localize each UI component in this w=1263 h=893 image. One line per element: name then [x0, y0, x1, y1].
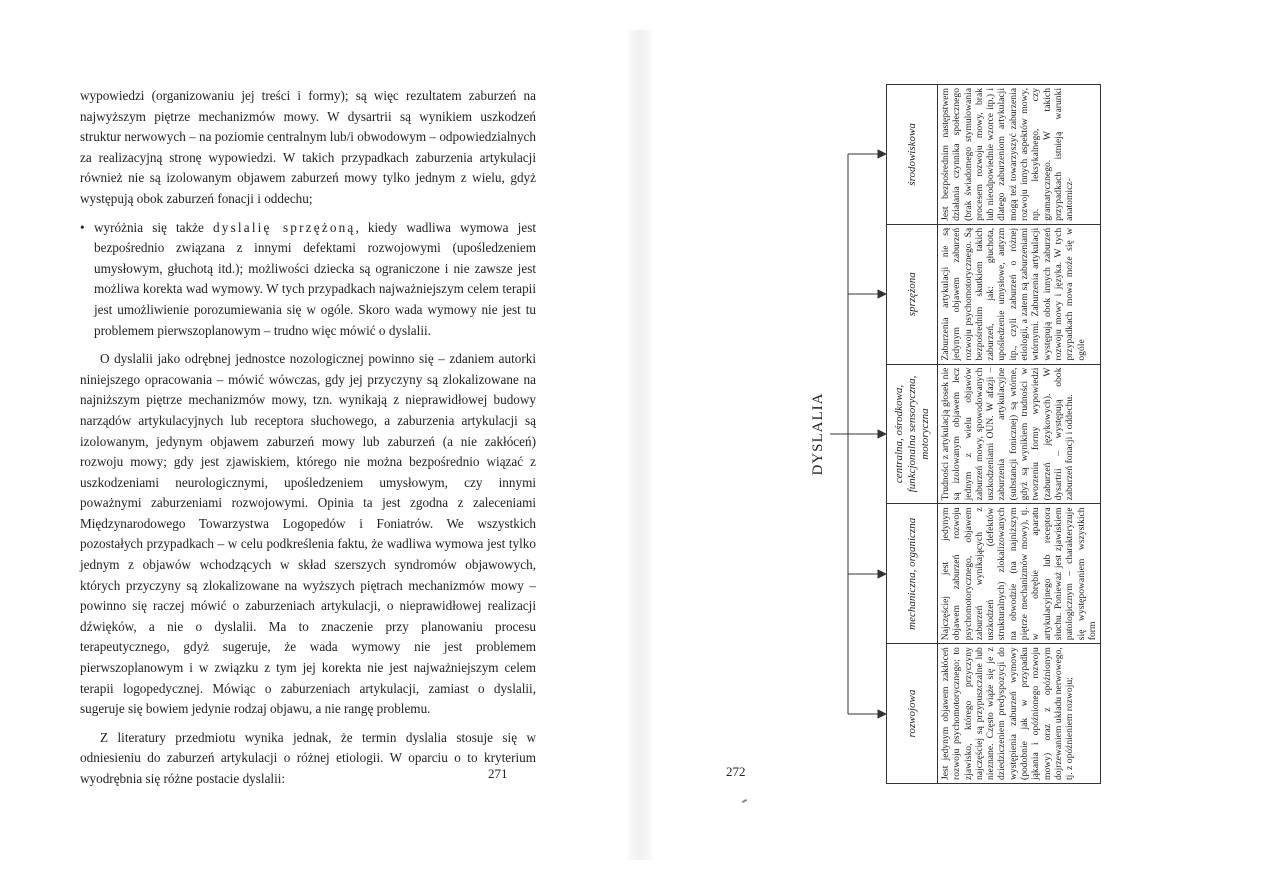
book-gutter	[628, 30, 652, 860]
bullet-icon: •	[80, 219, 85, 235]
right-page	[660, 40, 1240, 852]
header-centralna: centralna, ośrodkowa, funkcjonalna sensoryczna, motoryczna	[887, 364, 938, 504]
header-mechaniczna: mechaniczna, organiczna	[887, 504, 938, 644]
cell-srodowiskowa: Jest bezpośrednim następstwem działania czynnika społecznego (brak świadomego stymulowania procesem rozwoju mowy, brak lub nieodpowiednie wzorce itp.) i dlatego zaburzeniom artykulacji mogą też towarzyszyć zaburzenia rozwoju innych aspektów mowy, np. leksykalnego, czy gramatycznego. W takich przypadkach istnieją warunki anatomicz-	[938, 85, 1101, 225]
dyslalia-types-table	[886, 84, 1101, 784]
scan-speck	[742, 799, 747, 803]
bullet-lead: wyróżnia się także	[94, 219, 204, 235]
header-srodowiskowa: środowiskowa	[887, 85, 938, 225]
diagram-title: DYSLALIA	[810, 392, 826, 476]
page-number-271: 271	[488, 766, 508, 781]
header-sprzezona: sprzężona	[887, 224, 938, 364]
paragraph-1: wypowiedzi (organizowaniu jej treści i formy); są więc rezultatem zaburzeń na najwyższym piętrze mechanizmów mowy. W dysartrii są wynikiem uszkodzeń struktur nerwowych – na poziomie centralnym lub/i obwodowym – odpowiedzialnych za realizacyjną stronę wypowiedzi. W takich przypadkach zaburzenia artykulacji również nie są izolowanym objawem zaburzeń mowy tylko jednym z wielu, gdyż występują obok zaburzeń fonacji i oddechu;	[80, 88, 536, 206]
paragraph-3: Z literatury przedmiotu wynika jednak, że termin dyslalia stosuje się w odniesieniu do zaburzeń artykulacji o różnej etiologii. W oparciu o to kryterium wyodrębnia się różne postacie dyslalii:	[80, 729, 536, 786]
cell-centralna: Trudności z artykulacją głosek nie są izolowanym objawem lecz jednym z wielu objawów zaburzeń mowy, spowodowanych uszkodzeniami OUN. W afazji – zaburzenia artykulacyjne (substancji fonicznej) są wtórne, gdyż są wynikiem trudności w tworzeniu formy wypowiedzi (zaburzeń językowych). W dysartrii – występują obok zaburzeń fonacji i oddechu.	[938, 364, 1101, 504]
cell-rozwojowa: Jest jedynym objawem zakłóceń rozwoju psychomotorycznego; to zjawisko, którego przyczyny najczęściej są przypuszczalne lub nieznane. Często wiąże się je z dziedziczeniem predyspozycji do występienia zaburzeń wymowy (podobnie jak w przypadku jąkania i opóźnionego rozwoju mowy) oraz z opóźnionym dojrzewaniem układu nerwowego, tj. z opóźnieniem rozwoju;	[938, 644, 1101, 784]
page-number-272: 272	[726, 764, 746, 779]
header-rozwojowa: rozwojowa	[887, 644, 938, 784]
left-page-text	[80, 86, 536, 798]
bullet-term: dyslalię sprzężoną	[212, 219, 356, 235]
dyslalia-diagram	[796, 84, 1101, 784]
left-page	[28, 40, 618, 852]
table-header-row	[887, 85, 938, 784]
table-row	[938, 85, 1101, 784]
bullet-item-dyslalia-sprzezona	[80, 218, 536, 342]
bullet-rest: , kiedy wadliwa wymowa jest bezpośrednio związana z innymi defektami rozwojowymi (upośledzeniem umysłowym, głuchotą itd.); możliwości dziecka są ograniczone i nie zawsze jest możliwa korekta wad wymowy. W tych przypadkach najważniejszym celem terapii jest umożliwienie porozumiewania się w ogóle. Skoro wada wymowy nie jest tu problemem pierwszoplanowym – trudno więc mówić o dyslalii.	[94, 219, 536, 338]
cell-mechaniczna: Najczęściej jest jedynym objawem zaburzeń rozwoju psychomotorycznego, objawem zaburzeń wynikających z uszkodzeń (defektów strukturalnych) zlokalizowanych na obwodzie (na najniższym piętrze mechanizmów mowy), tj. w obrębie aparatu artykulacyjnego lub receptora słuchu. Ponieważ jest zjawiskiem patologicznym – charakteryzuje się występowaniem wszystkich form	[938, 504, 1101, 644]
paragraph-2: O dyslalii jako odrębnej jednostce nozologicznej powinno się – zdaniem autorki niniejszego opracowania – mówić wówczas, gdy jej przyczyny są zlokalizowane na najniższym piętrze mechanizmów mowy, tzn. wynikają z nieprawidłowej budowy narządów artykulacyjnych lub receptora słuchowego, a zaburzenia artykulacji są izolowanym, jedynym objawem zaburzeń mowy lub zaburzeń (a nie zakłóceń) rozwoju mowy; gdy jest zjawiskiem, którego nie można bezpośrednio wiązać z uszkodzeniami neurologicznymi, upośledzeniem umysłowym, czy innymi poważnymi zaburzeniami rozwojowymi. Opinia ta jest zgodna z zaleceniami Międzynarodowego Towarzystwa Logopedów i Foniatrów. We wszystkich pozostałych przypadkach – w celu podkreślenia faktu, że wadliwa wymowa jest tylko jednym z objawów wchodzących w skład szerszych syndromów objawowych, których przyczyny są zlokalizowane na wyższych piętrach mechanizmów mowy – powinno się raczej mówić o zaburzeniach artykulacji, o nieprawidłowej realizacji dźwięków, a nie o dyslalii. Ma to znaczenie przy planowaniu procesu terapeutycznego, gdyż sugeruje, że wada wymowy nie jest problemem pierwszoplanowym i w związku z tym jej korekta nie jest najważniejszym celem terapii logopedycznej. Mówiąc o zaburzeniach artykulacji, zamiast o dyslalii, sugeruje się bowiem jedynie rodzaj objawu, a nie rangę problemu.	[80, 351, 536, 717]
cell-sprzezona: Zaburzenia artykulacji nie są jedynym objawem zaburzeń rozwoju psychomotorycznego. Są bezpośrednim skutkiem takich zaburzeń, jak: głuchota, upośledzenie umysłowe, autyzm itp., czyli zaburzeń o różnej etiologii, a zatem są zaburzeniami wtórnymi. Zaburzenia artykulacji występują obok innych zaburzeń rozwoju mowy i języka. W tych przypadkach mowa może się w ogóle	[938, 224, 1101, 364]
